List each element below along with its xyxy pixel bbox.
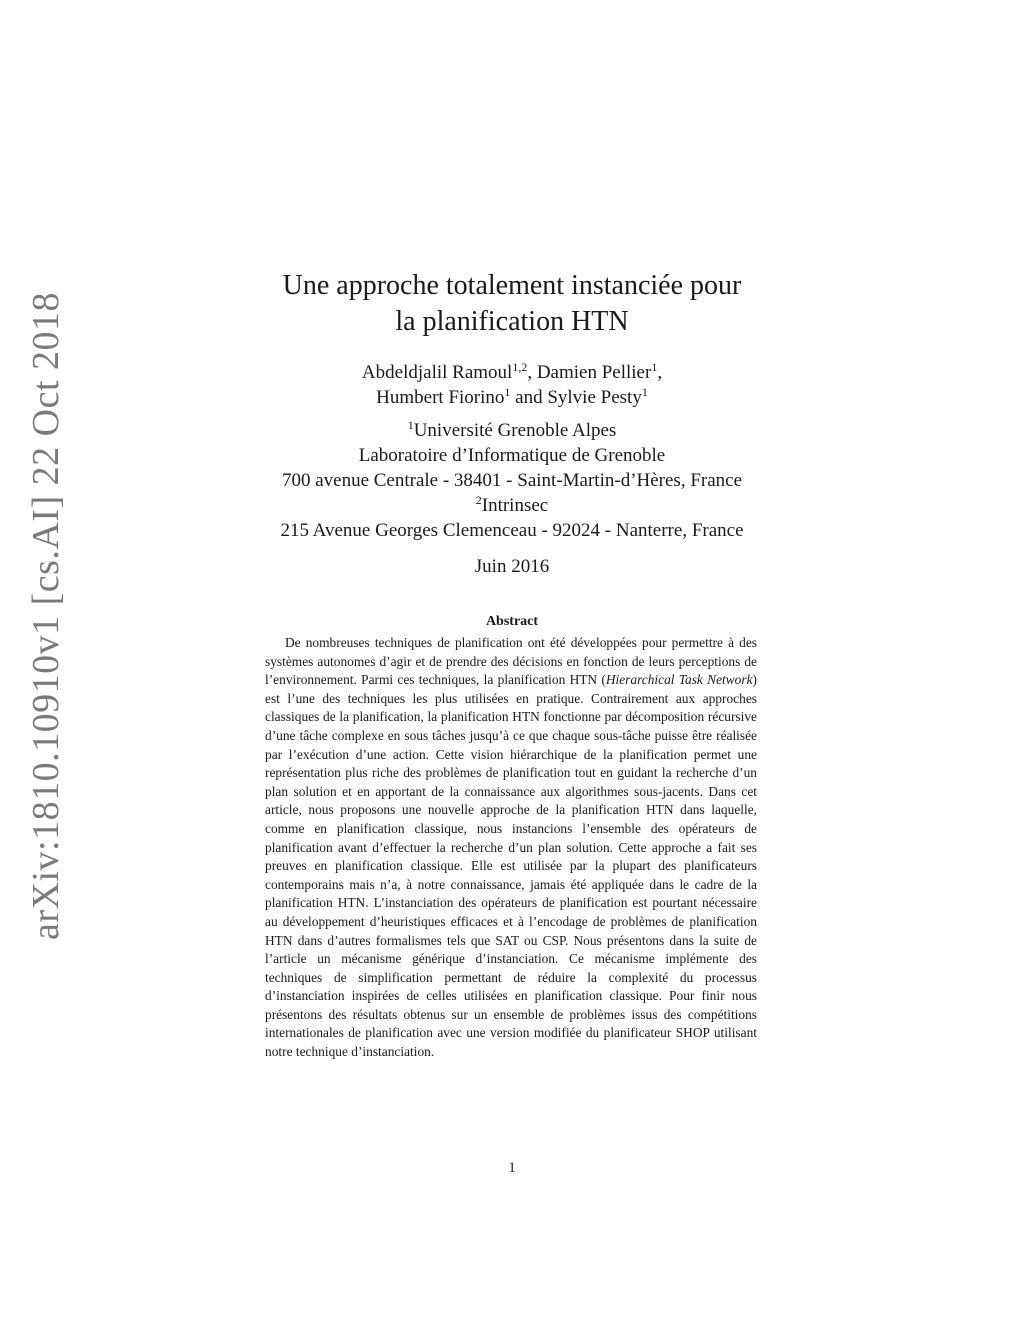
author-affiliation-mark: 1 bbox=[641, 385, 648, 399]
paper-title-line-2: la planification HTN bbox=[395, 306, 629, 337]
publication-date: Juin 2016 bbox=[474, 556, 550, 577]
author-name: Humbert Fiorino bbox=[376, 387, 505, 408]
affiliation-mark: 2 bbox=[475, 493, 482, 507]
affiliation-1-address: 700 avenue Centrale - 38401 - Saint-Martin-d’Hères, France bbox=[281, 470, 743, 491]
page-number: 1 bbox=[508, 1160, 516, 1176]
author-affiliation-mark: 1 bbox=[651, 360, 658, 374]
affiliation-2-address: 215 Avenue Georges Clemenceau - 92024 - Nanterre, France bbox=[280, 520, 744, 541]
affiliations bbox=[0, 418, 1024, 543]
affiliation-1-lab: Laboratoire d’Informatique de Grenoble bbox=[358, 445, 666, 466]
abstract-italic-term: Hierarchical Task Network bbox=[605, 672, 753, 688]
author-list bbox=[0, 360, 1024, 410]
affiliation-2-institution: Intrinsec bbox=[481, 495, 549, 516]
affiliation-1-name bbox=[0, 418, 1024, 443]
author-line-2 bbox=[0, 385, 1024, 410]
author-separator: , bbox=[657, 362, 663, 383]
abstract-text: ) est l’une des techniques les plus utilisées en pratique. Contrairement aux approches classiques de la planification, la planification HTN fonctionne par décomposition récursive d’une tâche complexe en sous tâches jusqu’à ce que chaque sous-tâche puisse être réalisée par l’exécution d’une action. Cette vision hiérarchique de la planification permet une représentation plus riche des problèmes de planification tout en guidant la recherche d’un plan solution et en apportant de la connaissance aux algorithmes sous-jacents. Dans cet article, nous proposons une nouvelle approche de la planification HTN dans laquelle, comme en planification classique, nous instancions l’ensemble des opérateurs de planification avant d’effectuer la recherche d’un plan solution. Cette approche a fait ses preuves en planification classique. Elle est utilisée par la plupart des planificateurs contemporains mais n’a, à notre connaissance, jamais été appliquée dans le cadre de la planification HTN. L’instanciation des opérateurs de planification est pourtant nécessaire au développement d’heuristiques efficaces et à l’encodage de problèmes de planification HTN dans d’autres formalismes tels que SAT ou CSP. Nous présentons dans la suite de l’article un mécanisme générique d’instanciation. Ce mécanisme implémente des techniques de simplification permettant de réduire la complexité du processus d’instanciation inspirées de celles utilisées en planification classique. Pour finir nous présentons des résultats obtenus sur un ensemble de problèmes issus des compétitions internationales de planification avec une version modifiée du planificateur SHOP utilisant notre technique d’instanciation. bbox=[265, 672, 757, 1060]
affiliation-1-institution: Université Grenoble Alpes bbox=[413, 420, 617, 441]
author-name: Abdeldjalil Ramoul bbox=[361, 362, 513, 383]
paper-title bbox=[0, 268, 1024, 340]
affiliation-2-name bbox=[0, 493, 1024, 518]
abstract-heading: Abstract bbox=[485, 614, 539, 629]
author-line-1 bbox=[0, 360, 1024, 385]
abstract-text: De nombreuses techniques de planification ont été développées pour permettre à des systèmes autonomes d’agir et de prendre des décisions en fonction de leurs perceptions de l’environnement. Parmi ces techniques, la planification HTN ( bbox=[265, 635, 757, 688]
author-name: , Damien Pellier bbox=[527, 362, 652, 383]
author-affiliation-mark: 1,2 bbox=[512, 360, 528, 374]
affiliation-mark: 1 bbox=[407, 418, 414, 432]
arxiv-identifier-stamp: arXiv:1810.10910v1 [cs.AI] 22 Oct 2018 bbox=[25, 291, 67, 940]
paper-title-line-1: Une approche totalement instanciée pour bbox=[282, 270, 742, 301]
author-affiliation-mark: 1 bbox=[504, 385, 511, 399]
abstract-body bbox=[265, 634, 757, 1062]
author-name: and Sylvie Pesty bbox=[510, 387, 642, 408]
